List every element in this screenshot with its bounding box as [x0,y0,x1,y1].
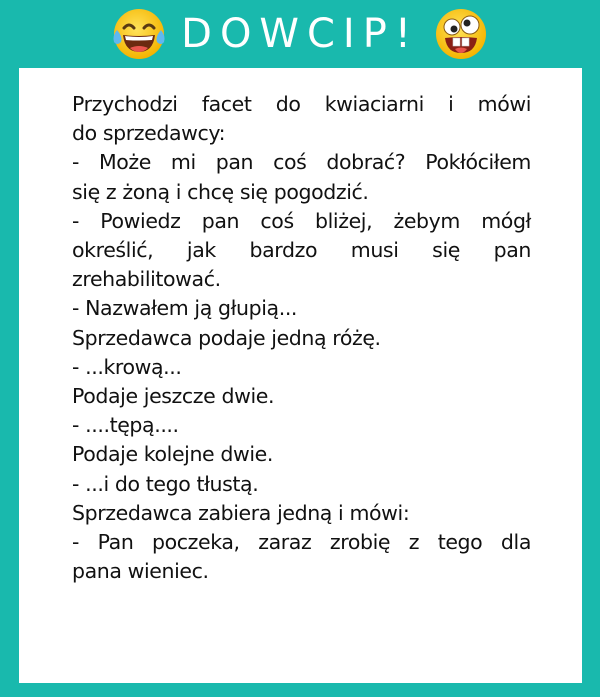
joke-line: Sprzedawca zabiera jedną i mówi: [72,500,410,525]
joke-line: pana wieniec. [72,559,209,584]
header-banner [0,0,600,68]
joke-line: Sprzedawca podaje jedną różę. [72,325,381,350]
joke-line: określić, jak bardzo musi się pan [72,238,531,263]
joke-line: - Pan poczeka, zaraz zrobię z tego dla [72,530,531,555]
joke-line: Podaje jeszcze dwie. [72,384,275,409]
joke-line: - Może mi pan coś dobrać? Pokłóciłem [72,150,531,175]
joke-line: - ...i do tego tłustą. [72,471,259,496]
joke-line: zrehabilitować. [72,267,221,292]
joke-line: się z żoną i chcę się pogodzić. [72,179,369,204]
joke-line: Podaje kolejne dwie. [72,442,273,467]
joke-line: Przychodzi facet do kwiaciarni i mówi [72,92,531,116]
laughing-tears-emoji-icon [111,6,167,62]
goofy-buck-teeth-emoji-icon [433,6,489,62]
joke-line: do sprzedawcy: [72,121,226,146]
joke-text [72,90,531,586]
joke-line: - ....tępą.... [72,413,179,438]
joke-line: - ...krową... [72,354,182,379]
page-title: DOWCIP! [181,11,419,57]
joke-line: - Nazwałem ją głupią... [72,296,298,321]
joke-card [19,68,582,683]
joke-line: - Powiedz pan coś bliżej, żebym mógł [72,208,531,233]
